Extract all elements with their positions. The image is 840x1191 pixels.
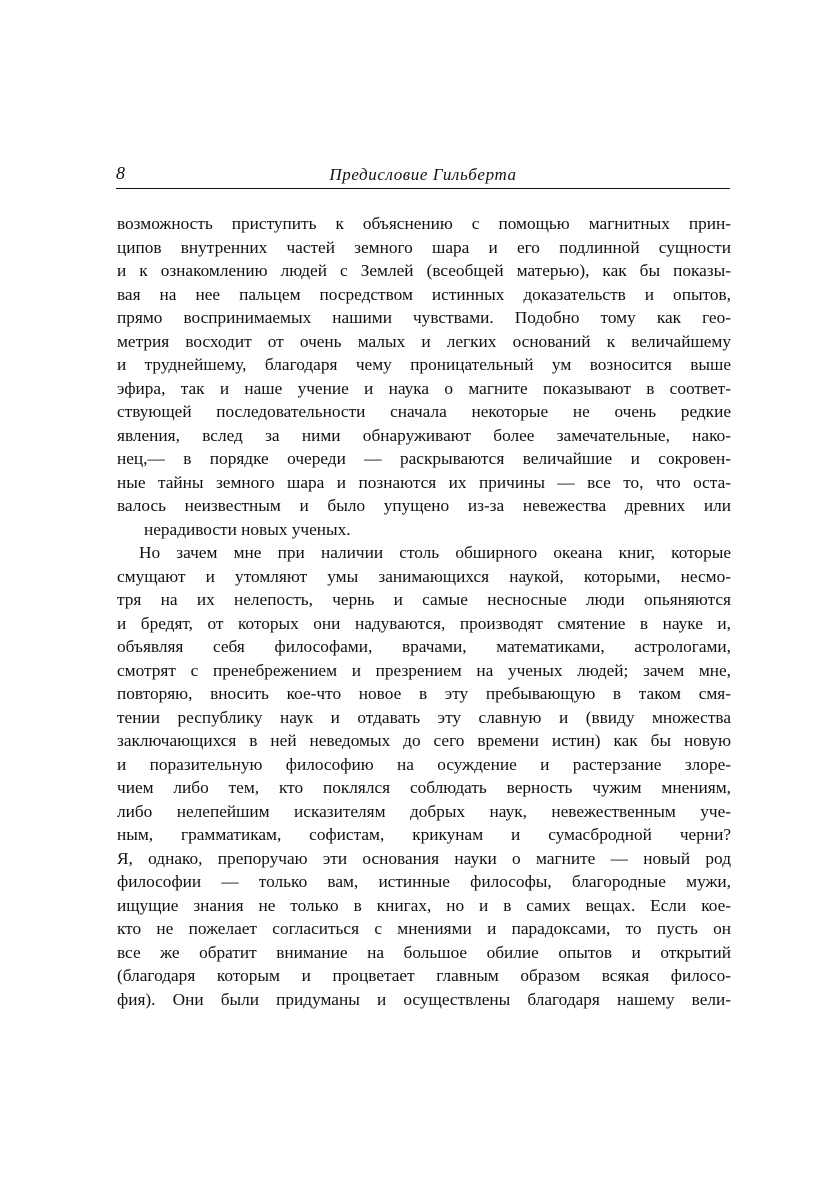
text-line: тении республику наук и отдавать эту славную и (ввиду множества	[117, 707, 731, 727]
text-line: ные тайны земного шара и познаются их причины — все то, что оста-	[117, 472, 731, 492]
text-line: нерадивости новых ученых.	[144, 519, 351, 539]
text-line: смущают и утомляют умы занимающихся наукой, которыми, несмо-	[117, 566, 731, 586]
text-line: валось неизвестным и было упущено из-за невежества древних или	[117, 496, 731, 515]
header-rule	[116, 188, 730, 189]
running-title: Предисловие Гильберта	[329, 165, 517, 184]
text-line: ципов внутренних частей земного шара и его подлинной сущности	[117, 237, 731, 257]
text-line: нец,— в порядке очереди — раскрываются величайшие и сокровен-	[117, 449, 731, 468]
text-line: ствующей последовательности сначала некоторые не очень редкие	[117, 402, 731, 421]
text-line: заключающихся в ней неведомых до сего времени истин) как бы новую	[117, 731, 731, 750]
text-line: чием либо тем, кто поклялся соблюдать верность чужим мнениям,	[117, 778, 731, 797]
text-line: явления, вслед за ними обнаруживают более замечательные, нако-	[117, 425, 731, 445]
text-line: объявляя себя философами, врачами, математиками, астрологами,	[117, 637, 731, 656]
text-line: Но зачем мне при наличии столь обширного океана книг, которые	[139, 543, 731, 562]
text-line: смотрят с пренебрежением и презрением на ученых людей; зачем мне,	[117, 660, 731, 680]
paragraph-1	[117, 212, 731, 541]
text-line: прямо воспринимаемых нашими чувствами. Подобно тому как гео-	[117, 308, 731, 327]
text-line: эфира, так и наше учение и наука о магните показывают в соответ-	[117, 378, 731, 398]
text-line: повторяю, вносить кое-что новое в эту пребывающую в таком смя-	[117, 684, 731, 703]
text-line: вая на нее пальцем посредством истинных доказательств и опытов,	[117, 284, 731, 304]
page-number: 8	[116, 163, 125, 183]
text-line: и труднейшему, благодаря чему проницательный ум возносится выше	[117, 355, 731, 374]
text-body	[117, 212, 731, 1011]
text-line: кто не пожелает согласиться с мнениями и парадоксами, то пусть он	[117, 919, 731, 938]
text-line: ным, грамматикам, софистам, крикунам и сумасбродной черни?	[117, 825, 731, 844]
text-line: ищущие знания не только в книгах, но и в самих вещах. Если кое-	[117, 895, 731, 915]
text-line: и к ознакомлению людей с Землей (всеобщей матерью), как бы показы-	[117, 261, 731, 280]
text-line: либо нелепейшим исказителям добрых наук, невежественным уче-	[117, 801, 731, 821]
text-line: философии — только вам, истинные философы, благородные мужи,	[117, 872, 731, 891]
text-line: и бредят, от которых они надуваются, производят смятение в науке и,	[117, 613, 731, 633]
text-line: все же обратит внимание на большое обилие опытов и открытий	[117, 942, 731, 962]
text-line: и поразительную философию на осуждение и растерзание злоре-	[117, 754, 731, 774]
paragraph-2	[117, 541, 731, 1011]
text-line: Я, однако, препоручаю эти основания науки о магните — новый род	[117, 848, 731, 868]
text-line: фия). Они были придуманы и осуществлены благодаря нашему вели-	[117, 989, 731, 1009]
text-line: метрия восходит от очень малых и легких оснований к величайшему	[117, 331, 731, 351]
text-line: (благодаря которым и процветает главным образом всякая филосо-	[117, 966, 731, 985]
running-head	[116, 163, 730, 187]
text-line: возможность приступить к объяснению с помощью магнитных прин-	[117, 214, 731, 233]
text-line: тря на их нелепость, чернь и самые несносные люди опьяняются	[117, 590, 731, 609]
